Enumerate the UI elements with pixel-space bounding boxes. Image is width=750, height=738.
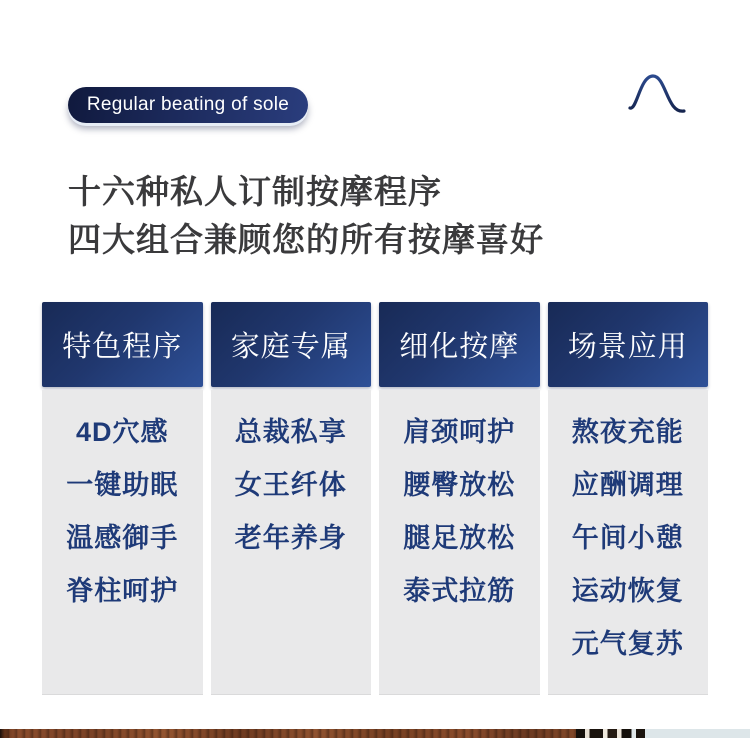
column-family-exclusive	[211, 302, 372, 695]
program-item: 应酬调理	[571, 470, 684, 500]
column-header: 细化按摩	[379, 302, 540, 387]
column-special-programs	[42, 302, 203, 695]
program-item: 腿足放松	[403, 523, 516, 553]
wood-floor-strip	[0, 729, 750, 738]
program-item: 泰式拉筋	[403, 576, 516, 606]
page-title	[68, 168, 544, 264]
brand-logo-icon	[626, 66, 690, 128]
column-header: 家庭专属	[211, 302, 372, 387]
page-title-line2: 四大组合兼顾您的所有按摩喜好	[68, 221, 544, 258]
program-item: 肩颈呵护	[403, 417, 516, 447]
program-item: 温感御手	[66, 523, 179, 553]
program-item: 一键助眠	[66, 470, 179, 500]
program-item: 老年养身	[234, 523, 347, 553]
program-item: 总裁私享	[234, 417, 347, 447]
column-header: 场景应用	[548, 302, 709, 387]
column-refined-massage	[379, 302, 540, 695]
program-item: 脊柱呵护	[66, 576, 179, 606]
program-item: 女王纤体	[234, 470, 347, 500]
feature-badge	[68, 87, 308, 123]
column-body	[211, 390, 372, 695]
program-item: 运动恢复	[571, 576, 684, 606]
column-body	[548, 390, 709, 695]
program-columns	[42, 302, 708, 695]
program-item: 熬夜充能	[571, 417, 684, 447]
column-body	[42, 390, 203, 695]
feature-badge-label: Regular beating of sole	[86, 94, 290, 115]
program-item: 午间小憩	[571, 523, 684, 553]
program-item: 腰臀放松	[403, 470, 516, 500]
page-title-line1: 十六种私人订制按摩程序	[68, 173, 442, 210]
program-item: 4D穴感	[75, 417, 169, 447]
column-body	[379, 390, 540, 695]
program-item: 元气复苏	[571, 629, 684, 659]
column-header: 特色程序	[42, 302, 203, 387]
column-scene-application	[548, 302, 709, 695]
